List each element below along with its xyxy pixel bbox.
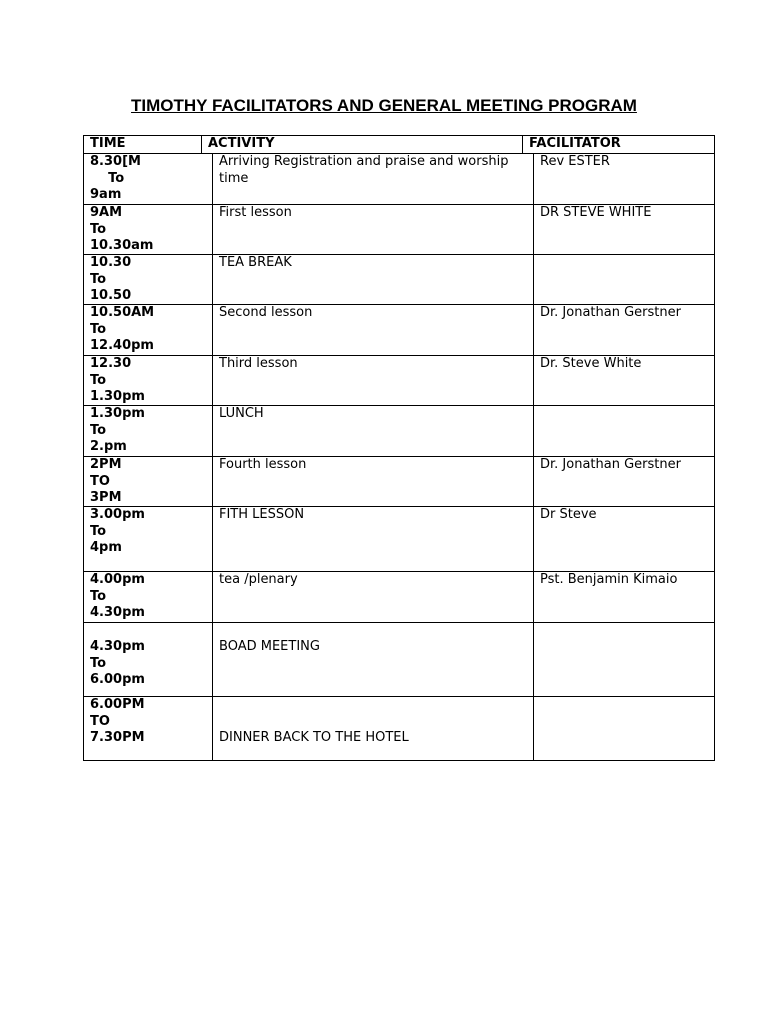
activity-cell: Fourth lesson — [219, 457, 307, 472]
column-divider — [212, 457, 213, 506]
table-row — [84, 205, 714, 255]
time-end: 4.30pm — [90, 605, 145, 620]
activity-cell: Arriving Registration and praise and worship time — [219, 154, 509, 186]
table-row — [84, 255, 714, 305]
table-row — [84, 356, 714, 406]
time-cell — [90, 305, 208, 355]
table-row — [84, 305, 714, 356]
time-end: 6.00pm — [90, 672, 145, 687]
time-to: To — [90, 372, 107, 388]
time-cell — [90, 457, 208, 507]
page-title: TIMOTHY FACILITATORS AND GENERAL MEETING PROGRAM — [131, 96, 637, 115]
header-divider — [201, 136, 202, 153]
column-divider — [533, 255, 534, 304]
time-end: 10.30am — [90, 238, 154, 253]
activity-cell: Third lesson — [219, 356, 298, 371]
time-cell — [90, 697, 208, 747]
time-start: 12.30 — [90, 356, 132, 371]
activity-cell: TEA BREAK — [219, 255, 292, 270]
facilitator-cell: Rev ESTER — [540, 154, 610, 169]
column-divider — [533, 154, 534, 204]
time-end: 1.30pm — [90, 389, 145, 404]
activity-cell: FITH LESSON — [219, 507, 305, 522]
time-end: 3PM — [90, 490, 122, 505]
time-cell — [90, 572, 208, 622]
header-activity: ACTIVITY — [208, 136, 275, 151]
time-to: To — [90, 321, 107, 337]
time-cell — [90, 205, 208, 255]
column-divider — [212, 356, 213, 405]
schedule-table — [83, 135, 715, 761]
column-divider — [533, 457, 534, 506]
time-to: To — [90, 170, 125, 186]
time-to: TO — [90, 713, 110, 729]
time-cell — [90, 154, 208, 204]
column-divider — [212, 406, 213, 456]
time-cell — [90, 639, 208, 689]
column-divider — [212, 255, 213, 304]
column-divider — [533, 697, 534, 760]
time-start: 2PM — [90, 457, 122, 472]
column-divider — [533, 572, 534, 622]
time-to: To — [90, 655, 107, 671]
time-start: 6.00PM — [90, 697, 145, 712]
table-row — [84, 572, 714, 623]
facilitator-cell: Dr. Jonathan Gerstner — [540, 305, 681, 320]
activity-cell: Second lesson — [219, 305, 313, 320]
activity-cell: LUNCH — [219, 406, 264, 421]
facilitator-cell: DR STEVE WHITE — [540, 205, 652, 220]
column-divider — [533, 507, 534, 571]
time-start: 8.30[M — [90, 154, 141, 169]
header-time: TIME — [90, 136, 126, 151]
time-to: To — [90, 588, 107, 604]
time-start: 9AM — [90, 205, 123, 220]
facilitator-cell: Pst. Benjamin Kimaio — [540, 572, 678, 587]
time-end: 12.40pm — [90, 338, 154, 353]
column-divider — [212, 572, 213, 622]
time-cell — [90, 255, 208, 305]
facilitator-cell: Dr. Jonathan Gerstner — [540, 457, 681, 472]
time-start: 1.30pm — [90, 406, 145, 421]
time-end: 9am — [90, 187, 122, 202]
time-start: 10.50AM — [90, 305, 155, 320]
facilitator-cell: Dr. Steve White — [540, 356, 642, 371]
time-cell — [90, 507, 208, 557]
time-to: To — [90, 271, 107, 287]
table-row — [84, 457, 714, 507]
table-header — [84, 136, 714, 154]
table-row — [84, 697, 714, 760]
column-divider — [212, 507, 213, 571]
column-divider — [533, 305, 534, 355]
table-row — [84, 623, 714, 697]
column-divider — [212, 305, 213, 355]
header-facilitator: FACILITATOR — [529, 136, 621, 151]
column-divider — [212, 205, 213, 254]
column-divider — [533, 406, 534, 456]
activity-cell: DINNER BACK TO THE HOTEL — [219, 730, 409, 745]
time-start: 3.00pm — [90, 507, 145, 522]
time-to: To — [90, 221, 107, 237]
column-divider — [212, 697, 213, 760]
time-start: 4.00pm — [90, 572, 145, 587]
time-end: 2.pm — [90, 439, 127, 454]
header-divider — [522, 136, 523, 153]
activity-cell: First lesson — [219, 205, 292, 220]
activity-cell: tea /plenary — [219, 572, 298, 587]
column-divider — [212, 623, 213, 696]
activity-cell: BOAD MEETING — [219, 639, 320, 654]
time-end: 7.30PM — [90, 730, 145, 745]
time-to: To — [90, 422, 107, 438]
time-to: TO — [90, 473, 110, 489]
column-divider — [533, 356, 534, 405]
column-divider — [533, 623, 534, 696]
time-to: To — [90, 523, 107, 539]
time-start: 10.30 — [90, 255, 132, 270]
time-end: 4pm — [90, 540, 122, 555]
facilitator-cell: Dr Steve — [540, 507, 597, 522]
time-cell — [90, 406, 208, 456]
table-row — [84, 154, 714, 205]
table-row — [84, 507, 714, 572]
time-start: 4.30pm — [90, 639, 145, 654]
table-row — [84, 406, 714, 457]
time-cell — [90, 356, 208, 406]
column-divider — [212, 154, 213, 204]
column-divider — [533, 205, 534, 254]
time-end: 10.50 — [90, 288, 132, 303]
